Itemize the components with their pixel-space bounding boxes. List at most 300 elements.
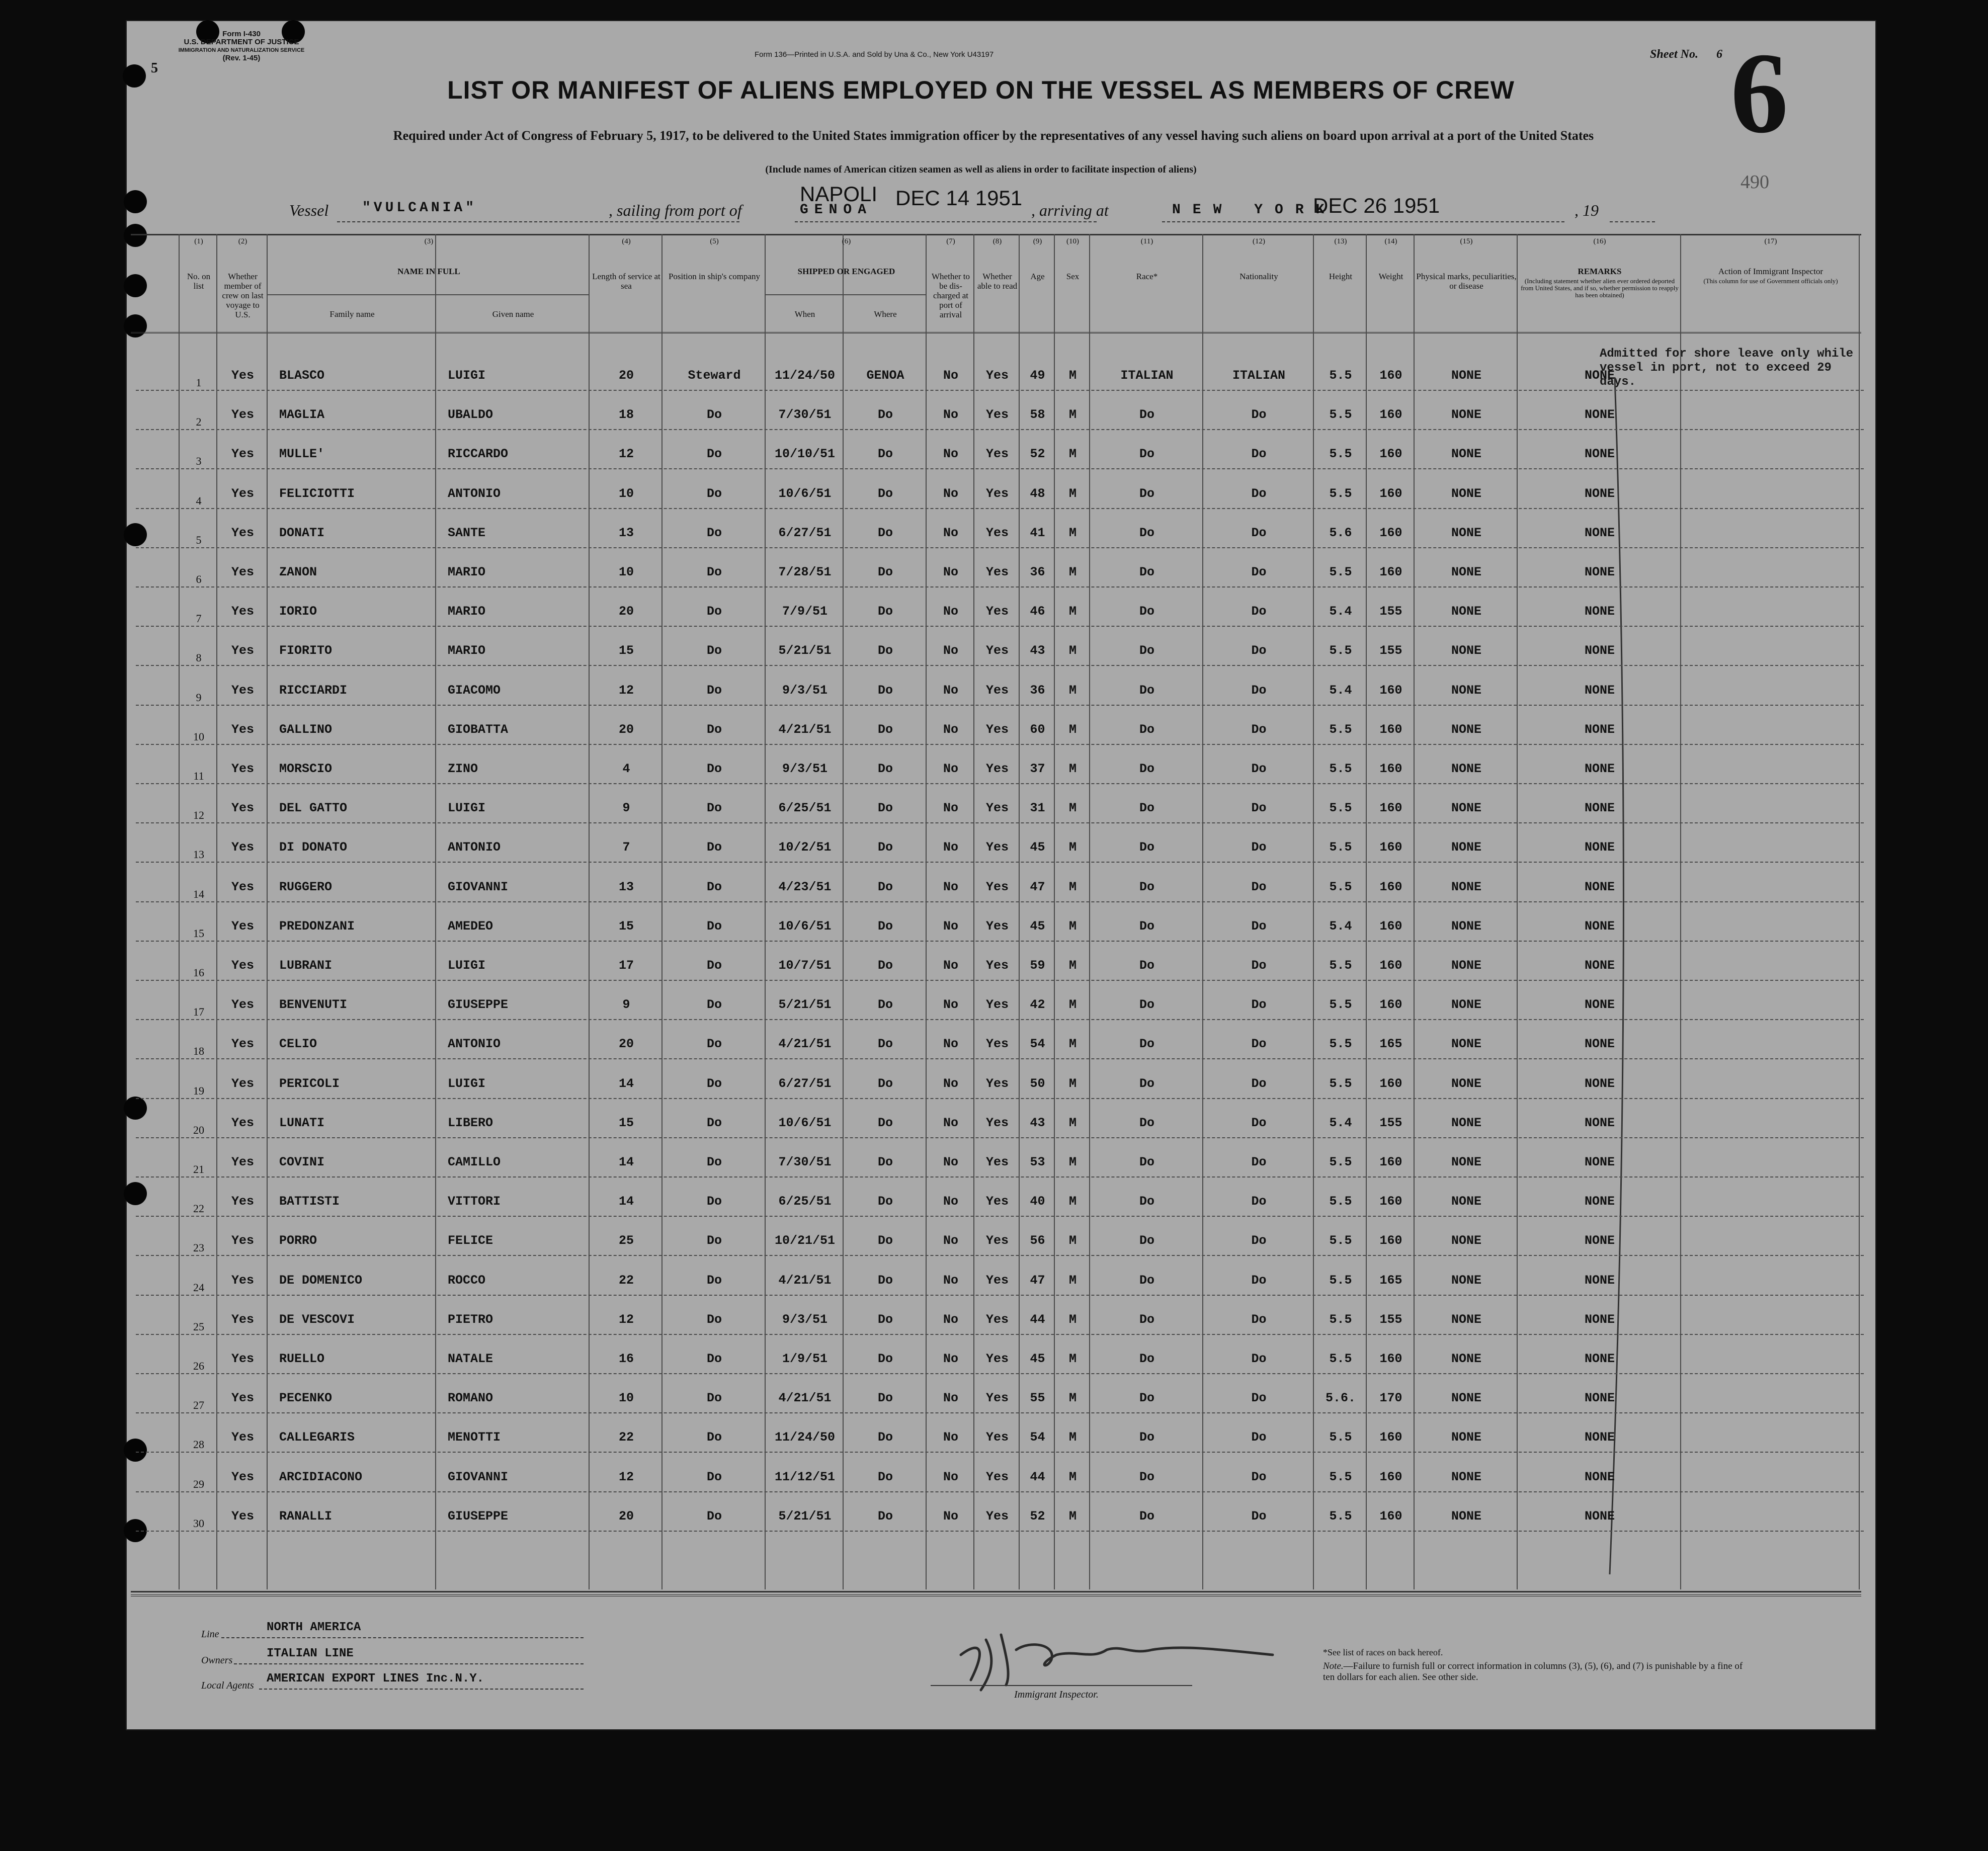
cell-weight: 170 [1379, 1391, 1402, 1406]
cell-no: 25 [193, 1320, 204, 1333]
cell-marks: NONE [1451, 1508, 1481, 1524]
cell-remarks: NONE [1584, 722, 1615, 737]
column-header: REMARKS [1578, 267, 1622, 276]
sheet-number-label [1650, 48, 1722, 61]
cell-discharge: No [943, 1352, 958, 1366]
cell-service: 15 [618, 1115, 634, 1130]
column-number: (7) [946, 237, 955, 245]
cell-nationality: Do [1251, 407, 1267, 423]
column-divider [843, 234, 844, 1589]
cell-given: ZINO [448, 762, 478, 776]
cell-when: 9/3/51 [782, 683, 827, 698]
cell-when: 4/21/51 [778, 1391, 832, 1406]
cell-race: Do [1139, 997, 1154, 1013]
cell-weight: 160 [1379, 368, 1402, 383]
cell-sex: M [1068, 683, 1076, 698]
cell-family: PERICOLI [279, 1076, 340, 1091]
row-divider [136, 1491, 1864, 1492]
cell-read: Yes [985, 643, 1009, 658]
cell-sex: M [1068, 486, 1076, 501]
cell-where: Do [877, 1115, 893, 1130]
cell-nationality: Do [1251, 1508, 1267, 1524]
cell-nationality: Do [1251, 565, 1267, 579]
cell-remarks: NONE [1584, 879, 1615, 894]
cell-age: 43 [1030, 643, 1045, 658]
cell-when: 10/21/51 [774, 1233, 836, 1248]
cell-family: DI DONATO [279, 840, 348, 855]
cell-weight: 160 [1379, 1469, 1402, 1484]
column-number: (16) [1593, 237, 1606, 245]
cell-age: 53 [1030, 1155, 1045, 1169]
cell-service: 10 [618, 1391, 634, 1406]
cell-last-voyage: Yes [231, 1430, 254, 1445]
cell-sex: M [1068, 1469, 1076, 1484]
cell-race: Do [1139, 486, 1154, 501]
cell-read: Yes [985, 1508, 1009, 1524]
department: U.S. DEPARTMENT OF JUSTICE [184, 38, 299, 46]
cell-read: Yes [985, 1352, 1009, 1366]
cell-height: 5.5 [1329, 447, 1352, 462]
cell-race: Do [1139, 1273, 1154, 1288]
cell-position: Do [706, 525, 722, 540]
cell-service: 16 [618, 1352, 634, 1366]
cell-marks: NONE [1451, 1233, 1481, 1248]
cell-given: AMEDEO [448, 918, 493, 934]
cell-marks: NONE [1451, 1312, 1481, 1327]
cell-race: Do [1139, 918, 1154, 934]
cell-age: 47 [1030, 1273, 1045, 1288]
cell-when: 4/21/51 [778, 722, 832, 737]
cell-remarks: NONE [1584, 565, 1615, 579]
cell-read: Yes [985, 801, 1009, 816]
column-header: Sex [1066, 272, 1080, 281]
column-number: (12) [1253, 237, 1265, 245]
cell-age: 43 [1030, 1115, 1045, 1130]
cell-remarks: NONE [1584, 1391, 1615, 1406]
note-block [1323, 1661, 1756, 1683]
cell-service: 14 [618, 1194, 634, 1209]
cell-family: CELIO [279, 1037, 317, 1052]
cell-sex: M [1068, 1233, 1076, 1248]
cell-discharge: No [943, 958, 958, 973]
cell-position: Do [706, 1037, 722, 1052]
row-divider [136, 901, 1864, 902]
row-divider [136, 1412, 1864, 1413]
cell-read: Yes [985, 407, 1009, 423]
sheet-number: 6 [1716, 48, 1722, 61]
cell-when: 11/12/51 [774, 1469, 836, 1484]
cell-height: 5.5 [1329, 1037, 1352, 1052]
cell-where: Do [877, 1430, 893, 1445]
cell-remarks: NONE [1584, 1508, 1615, 1524]
port-to-underline [1162, 221, 1564, 222]
column-number: (8) [992, 237, 1002, 245]
cell-marks: NONE [1451, 525, 1481, 540]
cell-discharge: No [943, 762, 958, 776]
cell-position: Steward [688, 368, 741, 383]
cell-family: MAGLIA [279, 407, 325, 423]
cell-last-voyage: Yes [231, 1076, 254, 1091]
cell-no: 11 [193, 770, 204, 782]
cell-height: 5.5 [1329, 1352, 1352, 1366]
cell-when: 10/7/51 [778, 958, 832, 973]
cell-service: 14 [618, 1076, 634, 1091]
column-divider [661, 234, 662, 1589]
line-label: Line [201, 1629, 219, 1640]
cell-height: 5.5 [1329, 1430, 1352, 1445]
cell-service: 13 [618, 525, 634, 540]
column-divider [1202, 234, 1203, 1589]
cell-remarks: NONE [1584, 762, 1615, 776]
cell-discharge: No [943, 1391, 958, 1406]
column-header: Weight [1378, 272, 1403, 281]
cell-where: Do [877, 525, 893, 540]
cell-discharge: No [943, 879, 958, 894]
cell-when: 10/6/51 [778, 486, 832, 501]
cell-last-voyage: Yes [231, 604, 254, 619]
cell-position: Do [706, 1469, 722, 1484]
cell-read: Yes [985, 604, 1009, 619]
row-divider [136, 626, 1864, 627]
cell-remarks: NONE [1584, 1312, 1615, 1327]
cell-sex: M [1068, 368, 1076, 383]
cell-discharge: No [943, 997, 958, 1013]
cell-nationality: Do [1251, 1115, 1267, 1130]
cell-service: 17 [618, 958, 634, 973]
row-divider [136, 1137, 1864, 1138]
cell-given: ROMANO [448, 1391, 493, 1406]
cell-height: 5.6. [1325, 1391, 1356, 1406]
cell-nationality: Do [1251, 1273, 1267, 1288]
cell-remarks: NONE [1584, 1273, 1615, 1288]
cell-where: Do [877, 762, 893, 776]
cell-sex: M [1068, 762, 1076, 776]
cell-race: Do [1139, 1352, 1154, 1366]
column-number: (11) [1140, 237, 1153, 245]
cell-read: Yes [985, 1233, 1009, 1248]
cell-no: 19 [193, 1084, 204, 1097]
cell-race: Do [1139, 1076, 1154, 1091]
cell-nationality: Do [1251, 604, 1267, 619]
cell-read: Yes [985, 1391, 1009, 1406]
cell-age: 42 [1030, 997, 1045, 1013]
cell-marks: NONE [1451, 1273, 1481, 1288]
cell-last-voyage: Yes [231, 1194, 254, 1209]
cell-remarks: NONE [1584, 958, 1615, 973]
cell-marks: NONE [1451, 840, 1481, 855]
row-divider [136, 1098, 1864, 1099]
column-header: Whether able to read [977, 272, 1018, 291]
cell-discharge: No [943, 1312, 958, 1327]
cell-no: 13 [193, 848, 204, 861]
cell-no: 8 [196, 651, 202, 664]
cell-discharge: No [943, 447, 958, 462]
cell-last-voyage: Yes [231, 1391, 254, 1406]
cell-remarks: NONE [1584, 1430, 1615, 1445]
cell-position: Do [706, 447, 722, 462]
cell-where: Do [877, 1273, 893, 1288]
cell-marks: NONE [1451, 879, 1481, 894]
cell-read: Yes [985, 1312, 1009, 1327]
cell-discharge: No [943, 565, 958, 579]
cell-remarks: NONE [1584, 1037, 1615, 1052]
cell-remarks: NONE [1584, 918, 1615, 934]
cell-position: Do [706, 1508, 722, 1524]
cell-remarks: NONE [1584, 407, 1615, 423]
cell-height: 5.4 [1329, 1115, 1352, 1130]
cell-nationality: Do [1251, 958, 1267, 973]
agents-underline [259, 1689, 584, 1690]
cell-nationality: Do [1251, 1469, 1267, 1484]
cell-sex: M [1068, 1312, 1076, 1327]
cell-when: 6/25/51 [778, 801, 832, 816]
cell-service: 20 [618, 1508, 634, 1524]
cell-no: 3 [196, 455, 202, 468]
cell-family: BLASCO [279, 368, 325, 383]
cell-given: LUIGI [448, 958, 486, 973]
cell-race: ITALIAN [1120, 368, 1174, 383]
cell-given: SANTE [448, 525, 486, 540]
cell-when: 1/9/51 [782, 1352, 827, 1366]
cell-age: 44 [1030, 1312, 1045, 1327]
vessel-label: Vessel [289, 201, 329, 219]
cell-age: 59 [1030, 958, 1045, 973]
cell-nationality: Do [1251, 643, 1267, 658]
cell-service: 14 [618, 1155, 634, 1169]
column-divider [926, 234, 927, 1589]
row-divider [136, 1452, 1864, 1453]
cell-weight: 160 [1379, 486, 1402, 501]
cell-last-voyage: Yes [231, 1155, 254, 1169]
cell-given: GIUSEPPE [448, 1508, 509, 1524]
cell-nationality: Do [1251, 1155, 1267, 1169]
cell-remarks: NONE [1584, 604, 1615, 619]
cell-when: 11/24/50 [774, 368, 836, 383]
cell-height: 5.5 [1329, 1233, 1352, 1248]
cell-remarks: NONE [1584, 525, 1615, 540]
column-header: Nationality [1239, 272, 1278, 281]
cell-nationality: Do [1251, 525, 1267, 540]
cell-last-voyage: Yes [231, 1469, 254, 1484]
sailing-label: , sailing from port of [609, 201, 742, 219]
cell-sex: M [1068, 1430, 1076, 1445]
cell-age: 54 [1030, 1430, 1045, 1445]
cell-marks: NONE [1451, 997, 1481, 1013]
cell-remarks: NONE [1584, 368, 1615, 383]
admission-remark: Admitted for shore leave only while vessel in port, not to exceed 29 days. [1600, 347, 1854, 389]
cell-last-voyage: Yes [231, 1312, 254, 1327]
column-number: (3) [424, 237, 434, 245]
cell-sex: M [1068, 1391, 1076, 1406]
cell-age: 45 [1030, 1352, 1045, 1366]
cell-where: Do [877, 1076, 893, 1091]
column-number: (6) [842, 237, 851, 245]
cell-service: 20 [618, 604, 634, 619]
cell-height: 5.5 [1329, 997, 1352, 1013]
cell-nationality: Do [1251, 683, 1267, 698]
cell-family: DE VESCOVI [279, 1312, 355, 1327]
cell-sex: M [1068, 1273, 1076, 1288]
cell-discharge: No [943, 1273, 958, 1288]
cell-last-voyage: Yes [231, 722, 254, 737]
cell-given: ANTONIO [448, 486, 501, 501]
cell-discharge: No [943, 1233, 958, 1248]
cell-where: Do [877, 958, 893, 973]
column-header: SHIPPED OR ENGAGED [797, 267, 895, 276]
cell-where: Do [877, 801, 893, 816]
cell-remarks: NONE [1584, 1469, 1615, 1484]
column-header: Whether member of crew on last voyage to U.S. [222, 272, 264, 319]
cell-age: 56 [1030, 1233, 1045, 1248]
cell-remarks: NONE [1584, 1155, 1615, 1169]
cell-sex: M [1068, 918, 1076, 934]
owners-value: ITALIAN LINE [267, 1647, 354, 1660]
cell-no: 9 [196, 691, 202, 704]
cell-when: 6/25/51 [778, 1194, 832, 1209]
cell-given: GIOVANNI [448, 1469, 509, 1484]
vessel-name: "VULCANIA" [362, 200, 477, 216]
cell-family: GALLINO [279, 722, 333, 737]
cell-when: 7/9/51 [782, 604, 827, 619]
row-divider [136, 429, 1864, 430]
cell-family: RUELLO [279, 1352, 325, 1366]
cell-sex: M [1068, 840, 1076, 855]
cell-discharge: No [943, 722, 958, 737]
cell-given: UBALDO [448, 407, 493, 423]
cell-no: 28 [193, 1438, 204, 1451]
cell-age: 52 [1030, 447, 1045, 462]
cell-nationality: Do [1251, 840, 1267, 855]
column-number: (4) [622, 237, 631, 245]
column-header: Position in ship's company [668, 272, 761, 281]
cell-height: 5.4 [1329, 604, 1352, 619]
cell-age: 52 [1030, 1508, 1045, 1524]
cell-service: 9 [622, 997, 630, 1013]
cell-service: 22 [618, 1273, 634, 1288]
cell-weight: 160 [1379, 997, 1402, 1013]
column-number: (17) [1764, 237, 1777, 245]
cell-position: Do [706, 1076, 722, 1091]
cell-race: Do [1139, 840, 1154, 855]
cell-read: Yes [985, 447, 1009, 462]
cell-race: Do [1139, 447, 1154, 462]
cell-read: Yes [985, 683, 1009, 698]
cell-service: 15 [618, 918, 634, 934]
cell-given: MENOTTI [448, 1430, 501, 1445]
cell-height: 5.5 [1329, 1273, 1352, 1288]
cell-weight: 155 [1379, 604, 1402, 619]
cell-last-voyage: Yes [231, 958, 254, 973]
row-divider [136, 1019, 1864, 1020]
row-divider [136, 980, 1864, 981]
manifest-sheet [126, 20, 1876, 1730]
cell-family: COVINI [279, 1155, 325, 1169]
cell-weight: 160 [1379, 879, 1402, 894]
cell-weight: 155 [1379, 643, 1402, 658]
cell-age: 45 [1030, 840, 1045, 855]
signature-line [931, 1685, 1192, 1686]
cell-family: DE DOMENICO [279, 1273, 363, 1288]
cell-weight: 160 [1379, 762, 1402, 776]
cell-remarks: NONE [1584, 840, 1615, 855]
cell-nationality: Do [1251, 1037, 1267, 1052]
row-divider [136, 547, 1864, 548]
cell-marks: NONE [1451, 958, 1481, 973]
cell-no: 29 [193, 1477, 204, 1490]
departure-stamp: DEC 14 1951 [895, 186, 1023, 210]
cell-no: 2 [196, 415, 202, 429]
cell-race: Do [1139, 722, 1154, 737]
cell-given: CAMILLO [448, 1155, 501, 1169]
cell-height: 5.5 [1329, 1194, 1352, 1209]
cell-no: 26 [193, 1360, 204, 1372]
column-divider [1366, 234, 1367, 1589]
cell-sex: M [1068, 1037, 1076, 1052]
cell-nationality: Do [1251, 486, 1267, 501]
cell-no: 7 [196, 612, 202, 625]
port-from: GENOA [800, 202, 873, 218]
column-header: Physical marks, peculiarities, or disease [1416, 272, 1517, 291]
cell-marks: NONE [1451, 722, 1481, 737]
cell-position: Do [706, 918, 722, 934]
column-header: Whether to be dis-charged at port of arrival [932, 272, 970, 319]
cell-height: 5.5 [1329, 368, 1352, 383]
cell-age: 54 [1030, 1037, 1045, 1052]
cell-read: Yes [985, 1430, 1009, 1445]
port-to: NEW YORK [1172, 202, 1337, 218]
cell-service: 18 [618, 407, 634, 423]
cell-position: Do [706, 801, 722, 816]
header-separator [131, 332, 1861, 333]
cell-discharge: No [943, 1194, 958, 1209]
owners-underline [234, 1663, 584, 1664]
cell-where: Do [877, 604, 893, 619]
cell-when: 5/21/51 [778, 997, 832, 1013]
shipped-group-underline [765, 294, 926, 295]
cell-discharge: No [943, 486, 958, 501]
cell-race: Do [1139, 683, 1154, 698]
cell-family: LUBRANI [279, 958, 333, 973]
cell-sex: M [1068, 1508, 1076, 1524]
cell-position: Do [706, 879, 722, 894]
cell-last-voyage: Yes [231, 407, 254, 423]
cell-height: 5.5 [1329, 565, 1352, 579]
cell-nationality: Do [1251, 1391, 1267, 1406]
cell-when: 5/21/51 [778, 643, 832, 658]
column-header: Action of Immigrant Inspector [1718, 267, 1824, 276]
cell-given: LUIGI [448, 801, 486, 816]
cell-no: 17 [193, 1005, 204, 1019]
cell-given: GIOBATTA [448, 722, 509, 737]
cell-given: VITTORI [448, 1194, 501, 1209]
cell-marks: NONE [1451, 1469, 1481, 1484]
cell-race: Do [1139, 1430, 1154, 1445]
column-divider [1859, 234, 1860, 1589]
column-divider [1680, 234, 1681, 1589]
column-divider [216, 234, 217, 1589]
cell-given: MARIO [448, 565, 486, 579]
cell-where: Do [877, 840, 893, 855]
page-subnote: (Include names of American citizen seamen as well as aliens in order to facilitate inspection of aliens) [765, 164, 1197, 175]
cell-sex: M [1068, 407, 1076, 423]
cell-marks: NONE [1451, 1115, 1481, 1130]
cell-nationality: Do [1251, 1194, 1267, 1209]
cell-discharge: No [943, 1115, 958, 1130]
cell-remarks: NONE [1584, 1352, 1615, 1366]
cell-race: Do [1139, 1508, 1154, 1524]
cell-weight: 165 [1379, 1273, 1402, 1288]
cell-read: Yes [985, 840, 1009, 855]
